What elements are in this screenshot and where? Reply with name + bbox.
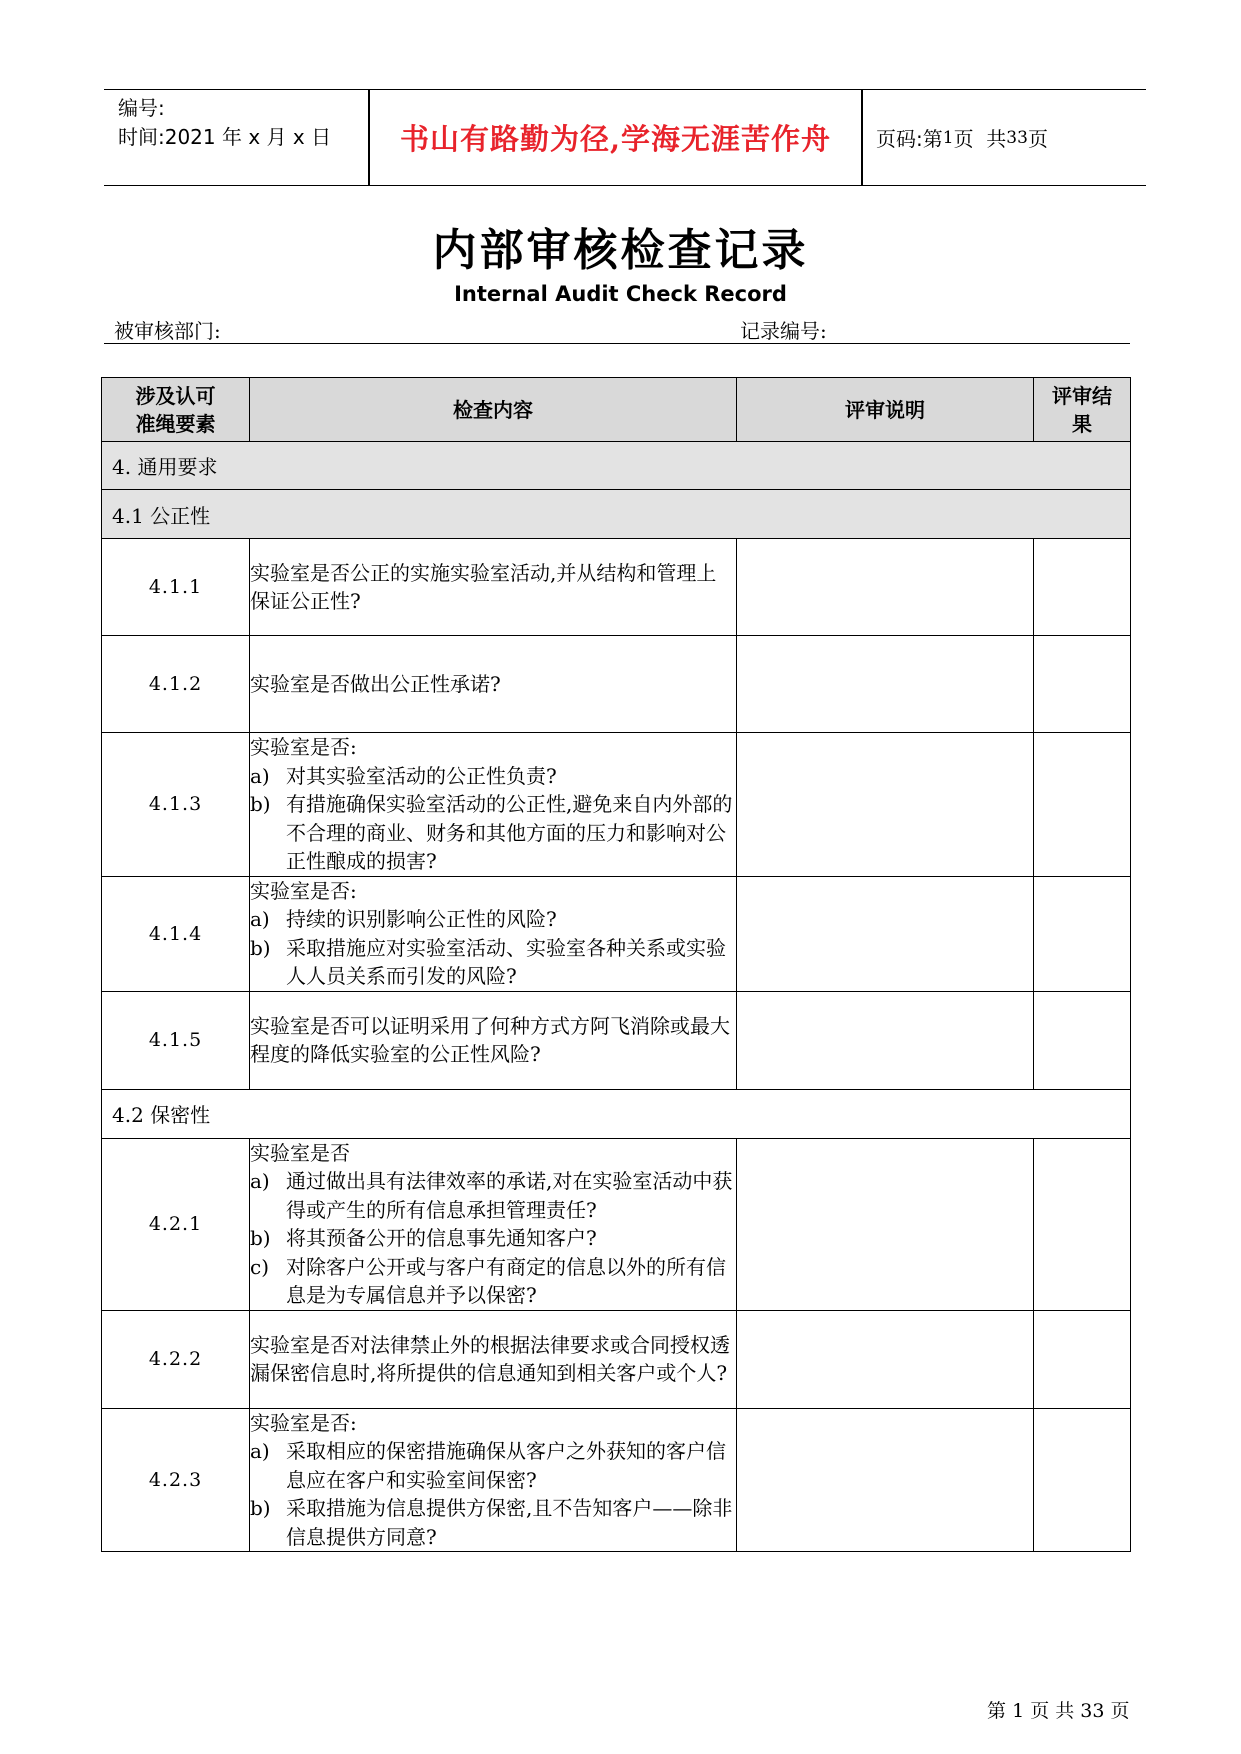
time-label: 时间:2021 年 x 月 x 日 (118, 125, 332, 149)
check-content (250, 1408, 737, 1552)
clause-number: 4.2.3 (102, 1408, 250, 1552)
result-cell[interactable] (1034, 876, 1131, 991)
item-marker: a) (250, 1169, 270, 1193)
table-row (102, 636, 1131, 733)
clause-number: 4.1.2 (102, 636, 250, 733)
table-row (102, 539, 1131, 636)
check-content (250, 636, 737, 733)
table-row (102, 1138, 1131, 1310)
remarks-cell[interactable] (737, 733, 1034, 877)
check-intro: 实验室是否: (250, 878, 357, 903)
clause-number: 4.1.3 (102, 733, 250, 877)
footer-current: 1 (1012, 1700, 1025, 1722)
check-item (250, 1437, 736, 1494)
check-content (250, 991, 737, 1089)
footer-total: 33 (1080, 1700, 1105, 1722)
page-prefix: 页码:第 (876, 127, 943, 151)
section-title: 4.2 保密性 (102, 1089, 1131, 1138)
remarks-cell[interactable] (737, 1310, 1034, 1408)
check-item (250, 1167, 736, 1224)
remarks-cell[interactable] (737, 876, 1034, 991)
remarks-cell[interactable] (737, 991, 1034, 1089)
result-cell[interactable] (1034, 1310, 1131, 1408)
check-intro: 实验室是否 (250, 1140, 350, 1165)
item-text: 持续的识别影响公正性的风险? (286, 907, 557, 931)
document-title: 内部审核检查记录 (432, 225, 809, 276)
check-item (250, 934, 736, 991)
section-row (102, 442, 1131, 490)
remarks-cell[interactable] (737, 539, 1034, 636)
table-row (102, 876, 1131, 991)
page-suffix: 页 (1027, 127, 1048, 151)
page-mid: 页 共 (953, 127, 1007, 151)
remarks-cell[interactable] (737, 1408, 1034, 1552)
page-current: 1 (942, 127, 954, 148)
item-text: 对其实验室活动的公正性负责? (286, 763, 557, 788)
page-footer (987, 1696, 1130, 1723)
table-header-row (102, 378, 1131, 442)
item-text: 对除客户公开或与客户有商定的信息以外的所有信息是为专属信息并予以保密? (286, 1254, 726, 1307)
check-intro: 实验室是否: (250, 1410, 357, 1435)
result-cell[interactable] (1034, 1138, 1131, 1310)
check-content (250, 1310, 737, 1408)
item-text: 有措施确保实验室活动的公正性,避免来自内外部的不合理的商业、财务和其他方面的压力和影响对公正性酿成的损害? (286, 792, 733, 873)
header-divider (861, 90, 863, 185)
header-info (118, 94, 358, 152)
serial-label: 编号: (118, 96, 165, 120)
check-item (250, 790, 736, 876)
check-content (250, 1138, 737, 1310)
item-text: 采取措施为信息提供方保密,且不告知客户——除非信息提供方同意? (286, 1496, 733, 1549)
item-text: 将其预备公开的信息事先通知客户? (286, 1226, 597, 1250)
audited-dept-label: 被审核部门: (114, 319, 221, 343)
check-item (250, 1494, 736, 1551)
header-motto: 书山有路勤为径,学海无涯苦作舟 (399, 122, 832, 156)
check-intro: 实验室是否公正的实施实验室活动,并从结构和管理上保证公正性? (250, 560, 717, 613)
check-item (250, 1253, 736, 1310)
table-row (102, 991, 1131, 1089)
page-total: 33 (1006, 127, 1028, 148)
audit-table (101, 377, 1131, 1552)
col-header-content: 检查内容 (250, 378, 737, 442)
check-item (250, 762, 736, 791)
check-content (250, 876, 737, 991)
item-marker: a) (250, 1439, 270, 1463)
footer-mid: 页 共 (1030, 1700, 1075, 1722)
check-item (250, 1224, 736, 1253)
item-marker: a) (250, 907, 270, 931)
item-marker: b) (250, 935, 271, 960)
footer-prefix: 第 (987, 1700, 1007, 1722)
result-cell[interactable] (1034, 991, 1131, 1089)
meta-line (104, 313, 1130, 344)
clause-number: 4.1.5 (102, 991, 250, 1089)
table-row (102, 1310, 1131, 1408)
clause-number: 4.2.2 (102, 1310, 250, 1408)
section-row (102, 1089, 1131, 1138)
item-marker: c) (250, 1254, 270, 1279)
item-marker: a) (250, 763, 270, 788)
remarks-cell[interactable] (737, 636, 1034, 733)
document-header (104, 89, 1146, 186)
result-cell[interactable] (1034, 733, 1131, 877)
check-intro: 实验室是否做出公正性承诺? (250, 671, 501, 696)
result-cell[interactable] (1034, 636, 1131, 733)
record-number-label: 记录编号: (740, 319, 827, 343)
table-row (102, 733, 1131, 877)
item-text: 采取相应的保密措施确保从客户之外获知的客户信息应在客户和实验室间保密? (286, 1439, 726, 1492)
clause-number: 4.2.1 (102, 1138, 250, 1310)
check-intro: 实验室是否: (250, 735, 357, 759)
footer-suffix: 页 (1110, 1700, 1130, 1722)
header-page-indicator (876, 90, 1048, 185)
item-marker: b) (250, 1496, 271, 1520)
item-marker: b) (250, 792, 271, 816)
section-row (102, 490, 1131, 539)
col-header-result: 评审结果 (1034, 378, 1131, 442)
check-content (250, 539, 737, 636)
section-title: 4.1 公正性 (102, 490, 1131, 539)
check-intro: 实验室是否对法律禁止外的根据法律要求或合同授权透漏保密信息时,将所提供的信息通知到相关客户或个人? (250, 1332, 730, 1385)
remarks-cell[interactable] (737, 1138, 1034, 1310)
check-item (250, 905, 736, 934)
item-marker: b) (250, 1226, 271, 1250)
clause-number: 4.1.4 (102, 876, 250, 991)
col-header-remarks: 评审说明 (737, 378, 1034, 442)
check-content (250, 733, 737, 877)
col-header-clause: 涉及认可准绳要素 (102, 378, 250, 442)
item-text: 通过做出具有法律效率的承诺,对在实验室活动中获得或产生的所有信息承担管理责任? (286, 1169, 733, 1222)
result-cell[interactable] (1034, 1408, 1131, 1552)
document-subtitle: Internal Audit Check Record (454, 282, 787, 306)
clause-number: 4.1.1 (102, 539, 250, 636)
result-cell[interactable] (1034, 539, 1131, 636)
item-text: 采取措施应对实验室活动、实验室各种关系或实验人人员关系而引发的风险? (286, 935, 726, 988)
section-title: 4. 通用要求 (102, 442, 1131, 490)
table-row (102, 1408, 1131, 1552)
check-intro: 实验室是否可以证明采用了何种方式方阿飞消除或最大程度的降低实验室的公正性风险? (250, 1013, 730, 1066)
